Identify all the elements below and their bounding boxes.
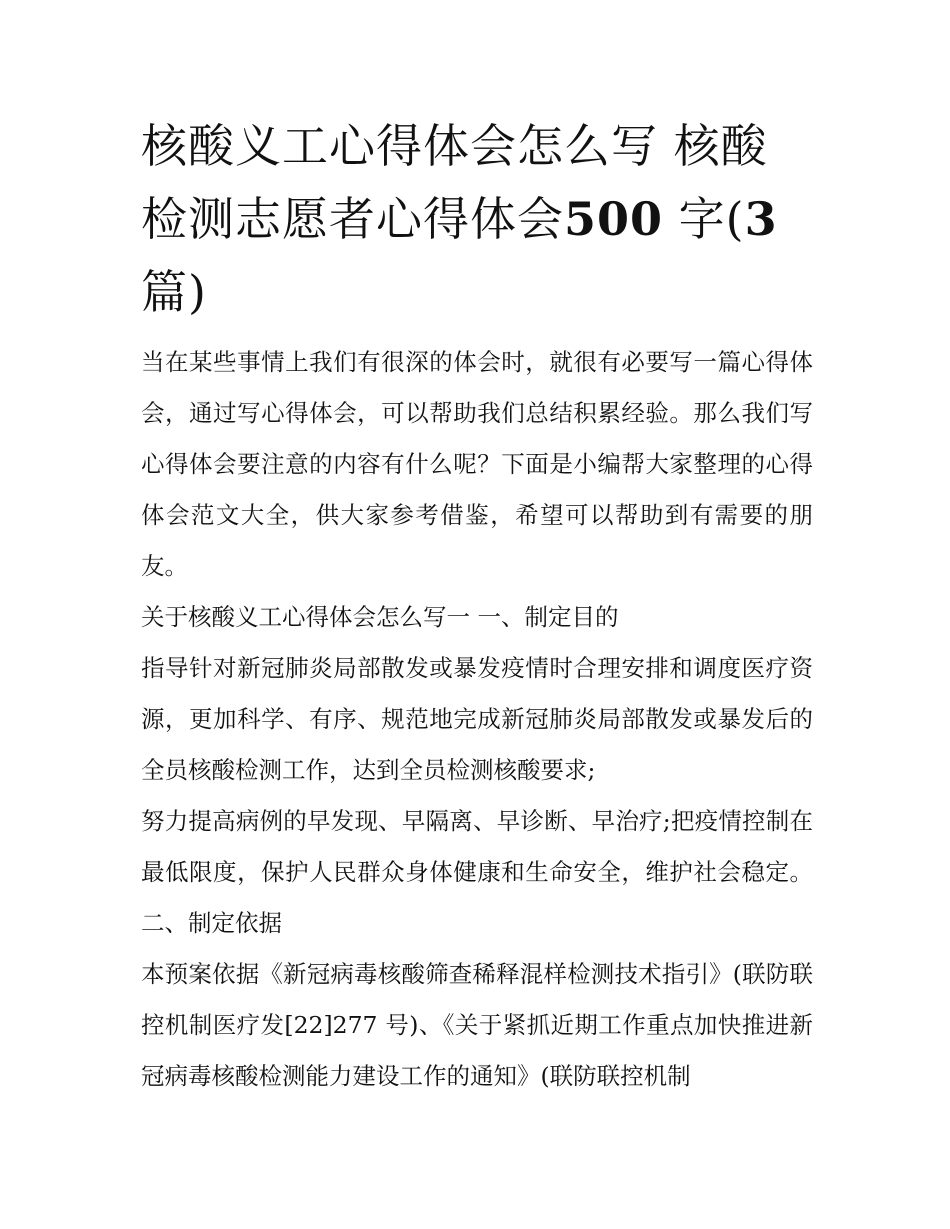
paragraph-purpose: 指导针对新冠肺炎局部散发或暴发疫情时合理安排和调度医疗资源，更加科学、有序、规范地完成新冠肺炎局部散发或暴发后的全员核酸检测工作，达到全员检测核酸要求;	[141, 654, 813, 784]
paragraph-goals: 努力提高病例的早发现、早隔离、早诊断、早治疗;把疫情控制在最低限度，保护人民群众身体健康和生命安全，维护社会稳定。 二、制定依据	[141, 807, 813, 937]
paragraph-section-heading: 关于核酸义工心得体会怎么写一 一、制定目的	[141, 603, 619, 631]
title-article-count: 3	[744, 192, 778, 246]
paragraph-basis: 本预案依据《新冠病毒核酸筛查稀释混样检测技术指引》(联防联控机制医疗发[22]277 号)、《关于紧抓近期工作重点加快推进新冠病毒核酸检测能力建设工作的通知》(联防联控机制	[141, 960, 813, 1090]
document-content	[141, 110, 813, 1102]
paragraph-intro: 当在某些事情上我们有很深的体会时，就很有必要写一篇心得体会，通过写心得体会，可以帮助我们总结积累经验。那么我们写心得体会要注意的内容有什么呢？下面是小编帮大家整理的心得体会范文大全，供大家参考借鉴，希望可以帮助到有需要的朋友。	[141, 348, 813, 580]
title-unit: 字(	[663, 192, 745, 246]
title-text: 核酸义工心得体会怎么写 核酸检测志愿者心得体会	[141, 119, 768, 246]
title-word-count: 500	[564, 192, 664, 246]
title-suffix: 篇)	[141, 265, 207, 319]
document-title	[141, 110, 813, 329]
